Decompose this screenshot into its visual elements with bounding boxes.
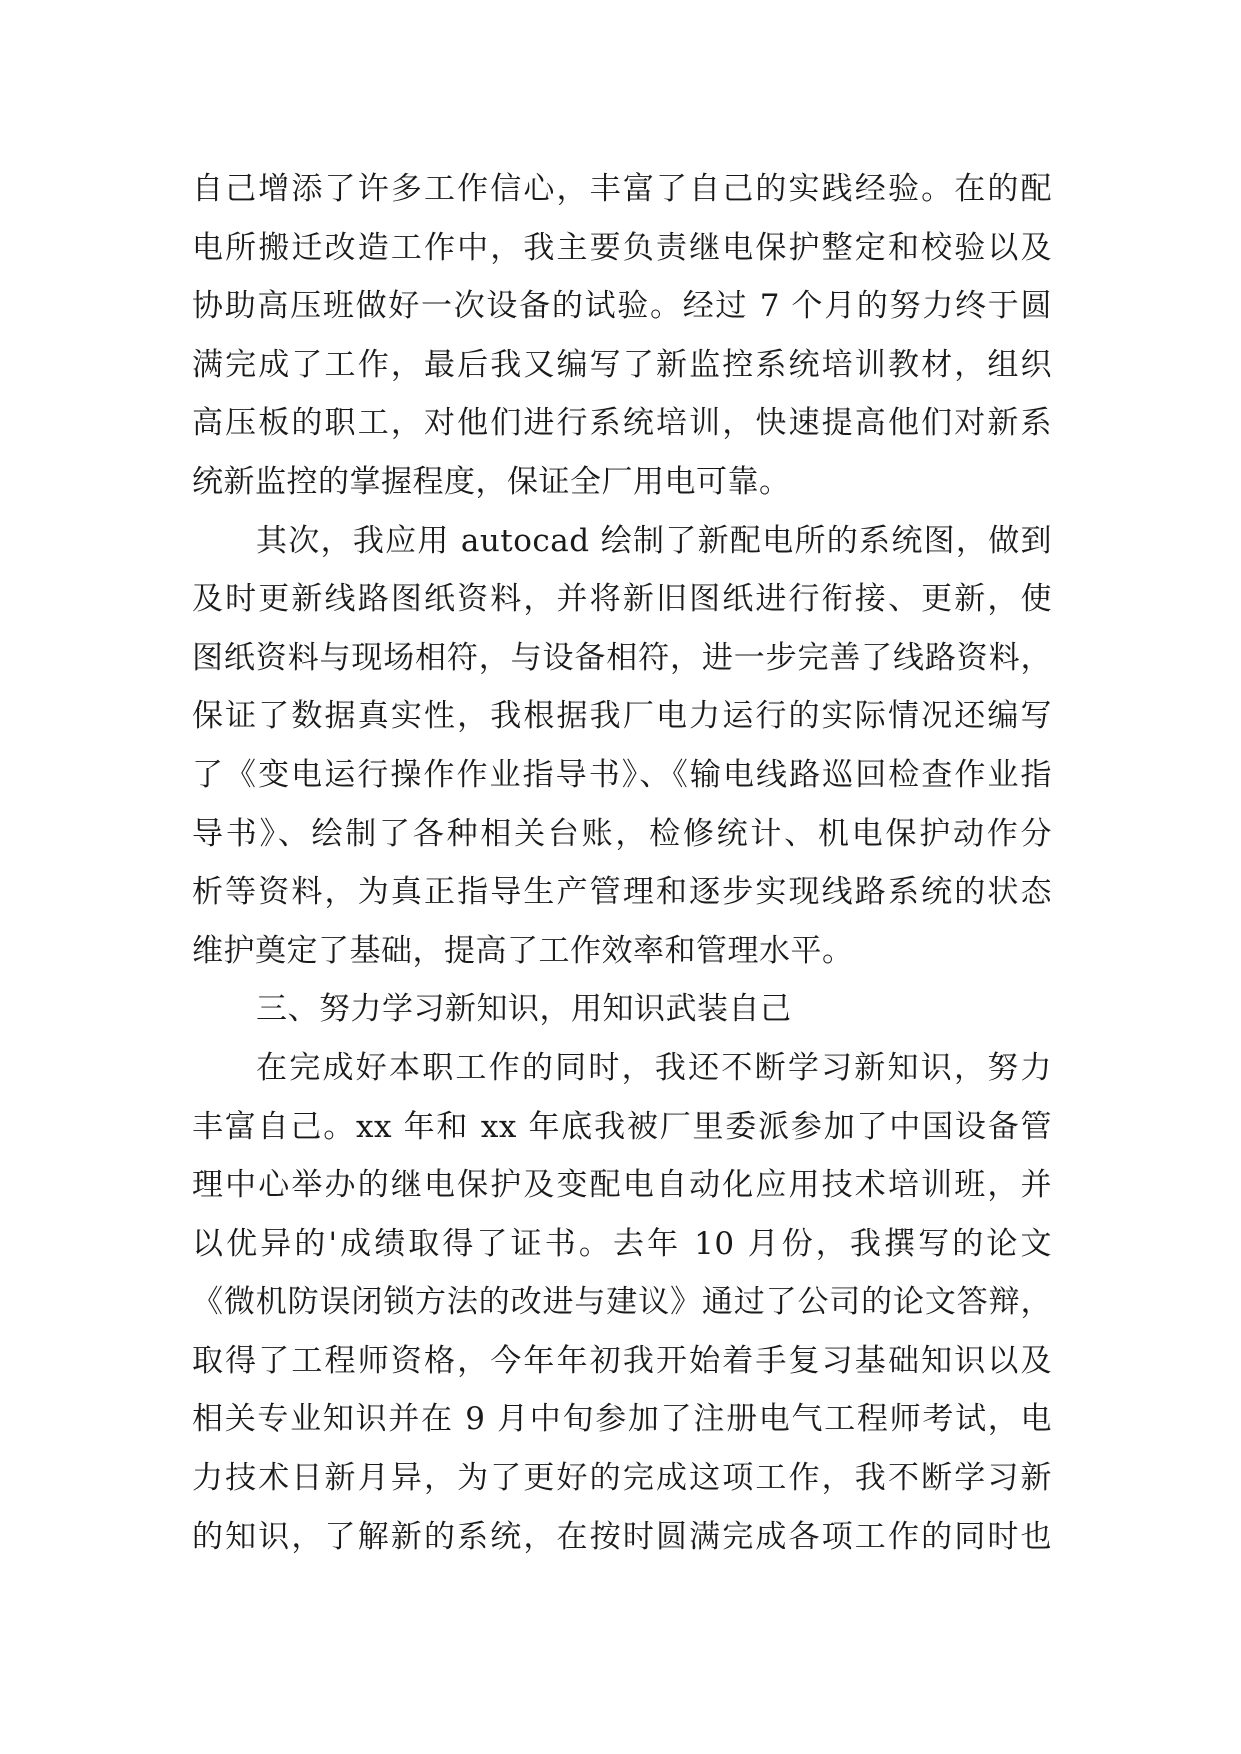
section-heading [192, 980, 1052, 1039]
text-line: 协助高压班做好一次设备的试验。经过 7 个月的努力终于圆 [192, 288, 1052, 325]
text-line: 以优异的'成绩取得了证书。去年 10 月份，我撰写的论文 [192, 1225, 1052, 1262]
text-line: 满完成了工作，最后我又编写了新监控系统培训教材，组织 [192, 346, 1052, 383]
text-line: 其次，我应用 autocad 绘制了新配电所的系统图，做到 [256, 522, 1052, 559]
text-line: 相关专业知识并在 9 月中旬参加了注册电气工程师考试，电 [192, 1401, 1052, 1438]
paragraph-learning [192, 1039, 1052, 1566]
text-line: 图纸资料与现场相符，与设备相符，进一步完善了线路资料， [192, 639, 1052, 676]
text-line: 了《变电运行操作作业指导书》、《输电线路巡回检查作业指 [192, 756, 1052, 793]
text-line: 理中心举办的继电保护及变配电自动化应用技术培训班，并 [192, 1167, 1052, 1204]
text-line: 的知识，了解新的系统，在按时圆满完成各项工作的同时也 [192, 1518, 1052, 1555]
document-body [192, 160, 1052, 1566]
text-line: 析等资料，为真正指导生产管理和逐步实现线路系统的状态 [192, 874, 1052, 911]
text-line: 高压板的职工，对他们进行系统培训，快速提高他们对新系 [192, 405, 1052, 442]
text-line: 取得了工程师资格，今年年初我开始着手复习基础知识以及 [192, 1342, 1052, 1379]
text-line: 自己增添了许多工作信心，丰富了自己的实践经验。在的配 [192, 171, 1052, 207]
section-heading-text: 三、努力学习新知识，用知识武装自己 [256, 991, 792, 1028]
paragraph-work-experience [192, 160, 1052, 512]
text-line: 电所搬迁改造工作中，我主要负责继电保护整定和校验以及 [192, 229, 1052, 266]
text-line: 保证了数据真实性，我根据我厂电力运行的实际情况还编写 [192, 698, 1052, 735]
text-line: 《微机防误闭锁方法的改进与建议》通过了公司的论文答辩， [192, 1284, 1052, 1321]
text-line: 统新监控的掌握程度，保证全厂用电可靠。 [192, 463, 791, 500]
text-line: 维护奠定了基础，提高了工作效率和管理水平。 [192, 932, 854, 969]
text-line: 力技术日新月异，为了更好的完成这项工作，我不断学习新 [192, 1460, 1052, 1497]
paragraph-autocad-drawings [192, 512, 1052, 981]
text-line: 在完成好本职工作的同时，我还不断学习新知识，努力 [256, 1049, 1052, 1086]
text-line: 丰富自己。xx 年和 xx 年底我被厂里委派参加了中国设备管 [192, 1108, 1052, 1145]
text-line: 导书》、绘制了各种相关台账，检修统计、机电保护动作分 [192, 815, 1052, 852]
text-line: 及时更新线路图纸资料，并将新旧图纸进行衔接、更新，使 [192, 581, 1052, 618]
